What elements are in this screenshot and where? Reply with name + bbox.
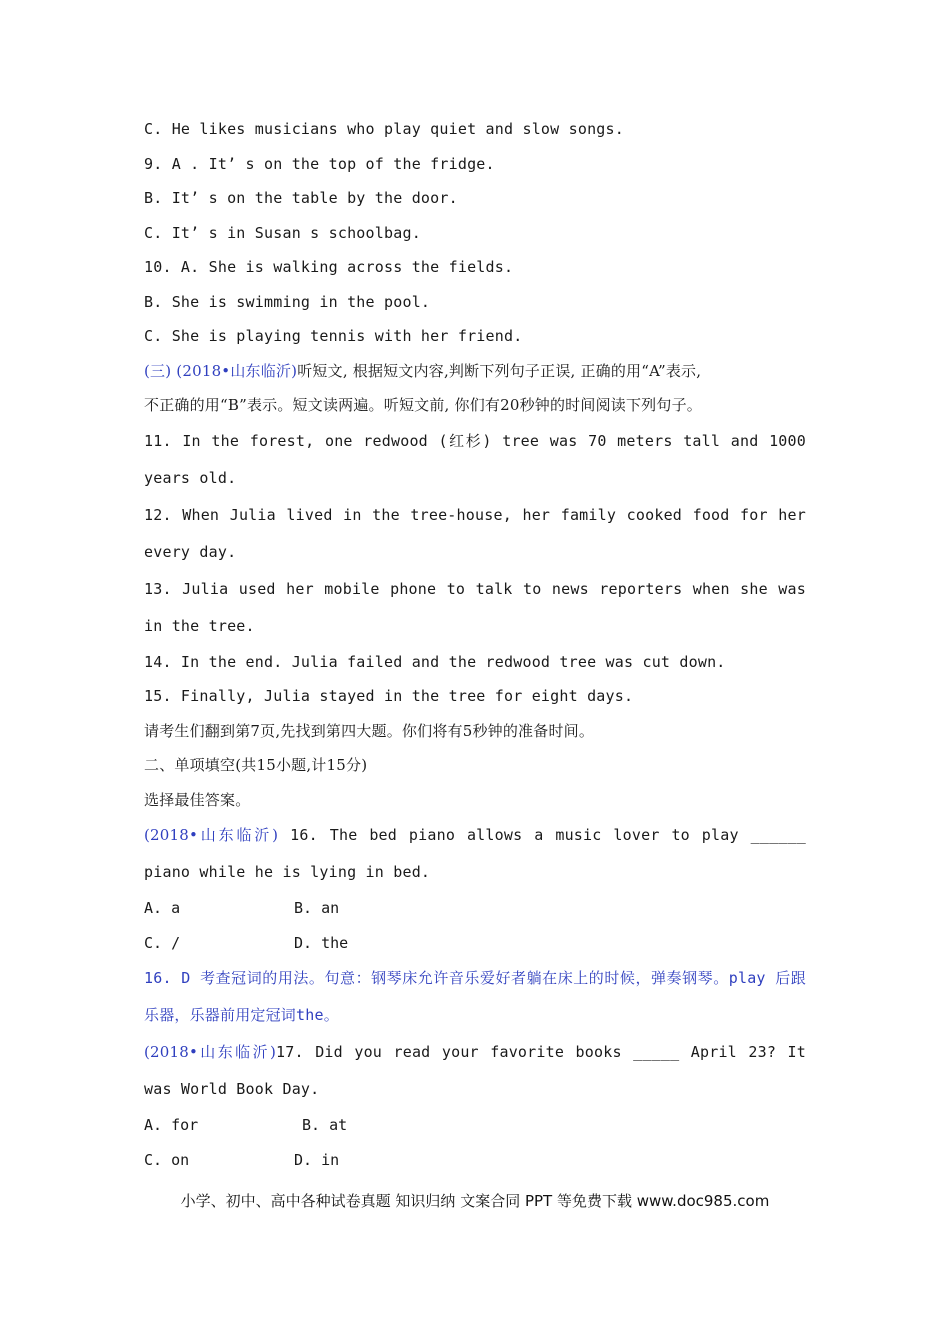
option-c: C. on bbox=[144, 1150, 190, 1169]
page-footer: 小学、初中、高中各种试卷真题 知识归纳 文案合同 PPT 等免费下载 www.doc985.com bbox=[180, 1192, 770, 1210]
section-3-instruction bbox=[144, 354, 806, 389]
options-row bbox=[144, 1143, 806, 1178]
options-row bbox=[144, 926, 806, 961]
question-text: 16. The bed piano allows a music lover to play ______ piano while he is lying in bed. bbox=[144, 826, 806, 881]
part-2-instruction: 选择最佳答案。 bbox=[144, 790, 251, 809]
option-d: D. in bbox=[294, 1150, 340, 1169]
option-line: C. It’ s in Susan s schoolbag. bbox=[144, 223, 421, 242]
document-page bbox=[144, 112, 806, 1177]
question-17 bbox=[144, 1034, 806, 1108]
source-tag: (2018•山东临沂) bbox=[176, 361, 298, 380]
statement-15: 15. Finally, Julia stayed in the tree for eight days. bbox=[144, 687, 634, 705]
option-a: A. a bbox=[144, 899, 181, 917]
option-b: B. an bbox=[294, 899, 340, 917]
instruction-text: 听短文, 根据短文内容,判断下列句子正误, 正确的用“A”表示, bbox=[297, 361, 702, 380]
option-line: B. It’ s on the table by the door. bbox=[144, 189, 458, 207]
option-line: B. She is swimming in the pool. bbox=[144, 292, 431, 311]
statement-11: 11. In the forest, one redwood (红杉) tree was 70 meters tall and 1000 years old. bbox=[144, 431, 806, 487]
question-16 bbox=[144, 817, 806, 891]
part-2-title: 二、单项填空(共15小题,计15分) bbox=[144, 756, 368, 774]
option-b: B. at bbox=[302, 1116, 348, 1134]
question-10: 10. A. She is walking across the fields. bbox=[144, 258, 514, 276]
turn-page-note: 请考生们翻到第7页,先找到第四大题。你们将有5秒钟的准备时间。 bbox=[144, 721, 595, 740]
question-text: 17. Did you read your favorite books _____ April 23? It was World Book Day. bbox=[144, 1043, 806, 1098]
section-3-instruction-cont: 不正确的用“B”表示。短文读两遍。听短文前, 你们有20秒钟的时间阅读下列句子。 bbox=[144, 396, 702, 414]
option-c: C. / bbox=[144, 933, 181, 952]
option-line: C. He likes musicians who play quiet and slow songs. bbox=[144, 120, 624, 138]
statement-14: 14. In the end. Julia failed and the redwood tree was cut down. bbox=[144, 652, 726, 671]
source-tag: (2018•山东临沂) bbox=[144, 1043, 277, 1061]
answer-explanation-16: 16. D 考查冠词的用法。句意：钢琴床允许音乐爱好者躺在床上的时候，弹奏钢琴。play 后跟乐器，乐器前用定冠词the。 bbox=[144, 969, 806, 1024]
options-row bbox=[144, 1108, 806, 1143]
question-9: 9. A . It’ s on the top of the fridge. bbox=[144, 154, 495, 173]
options-row bbox=[144, 891, 806, 926]
option-line: C. She is playing tennis with her friend. bbox=[144, 327, 523, 345]
source-tag: (2018•山东临沂) bbox=[144, 826, 279, 844]
section-label: (三) bbox=[144, 361, 172, 380]
option-d: D. the bbox=[294, 933, 349, 952]
statement-12: 12. When Julia lived in the tree-house, her family cooked food for her every day. bbox=[144, 505, 806, 561]
option-a: A. for bbox=[144, 1116, 199, 1134]
statement-13: 13. Julia used her mobile phone to talk to news reporters when she was in the tree. bbox=[144, 579, 806, 635]
